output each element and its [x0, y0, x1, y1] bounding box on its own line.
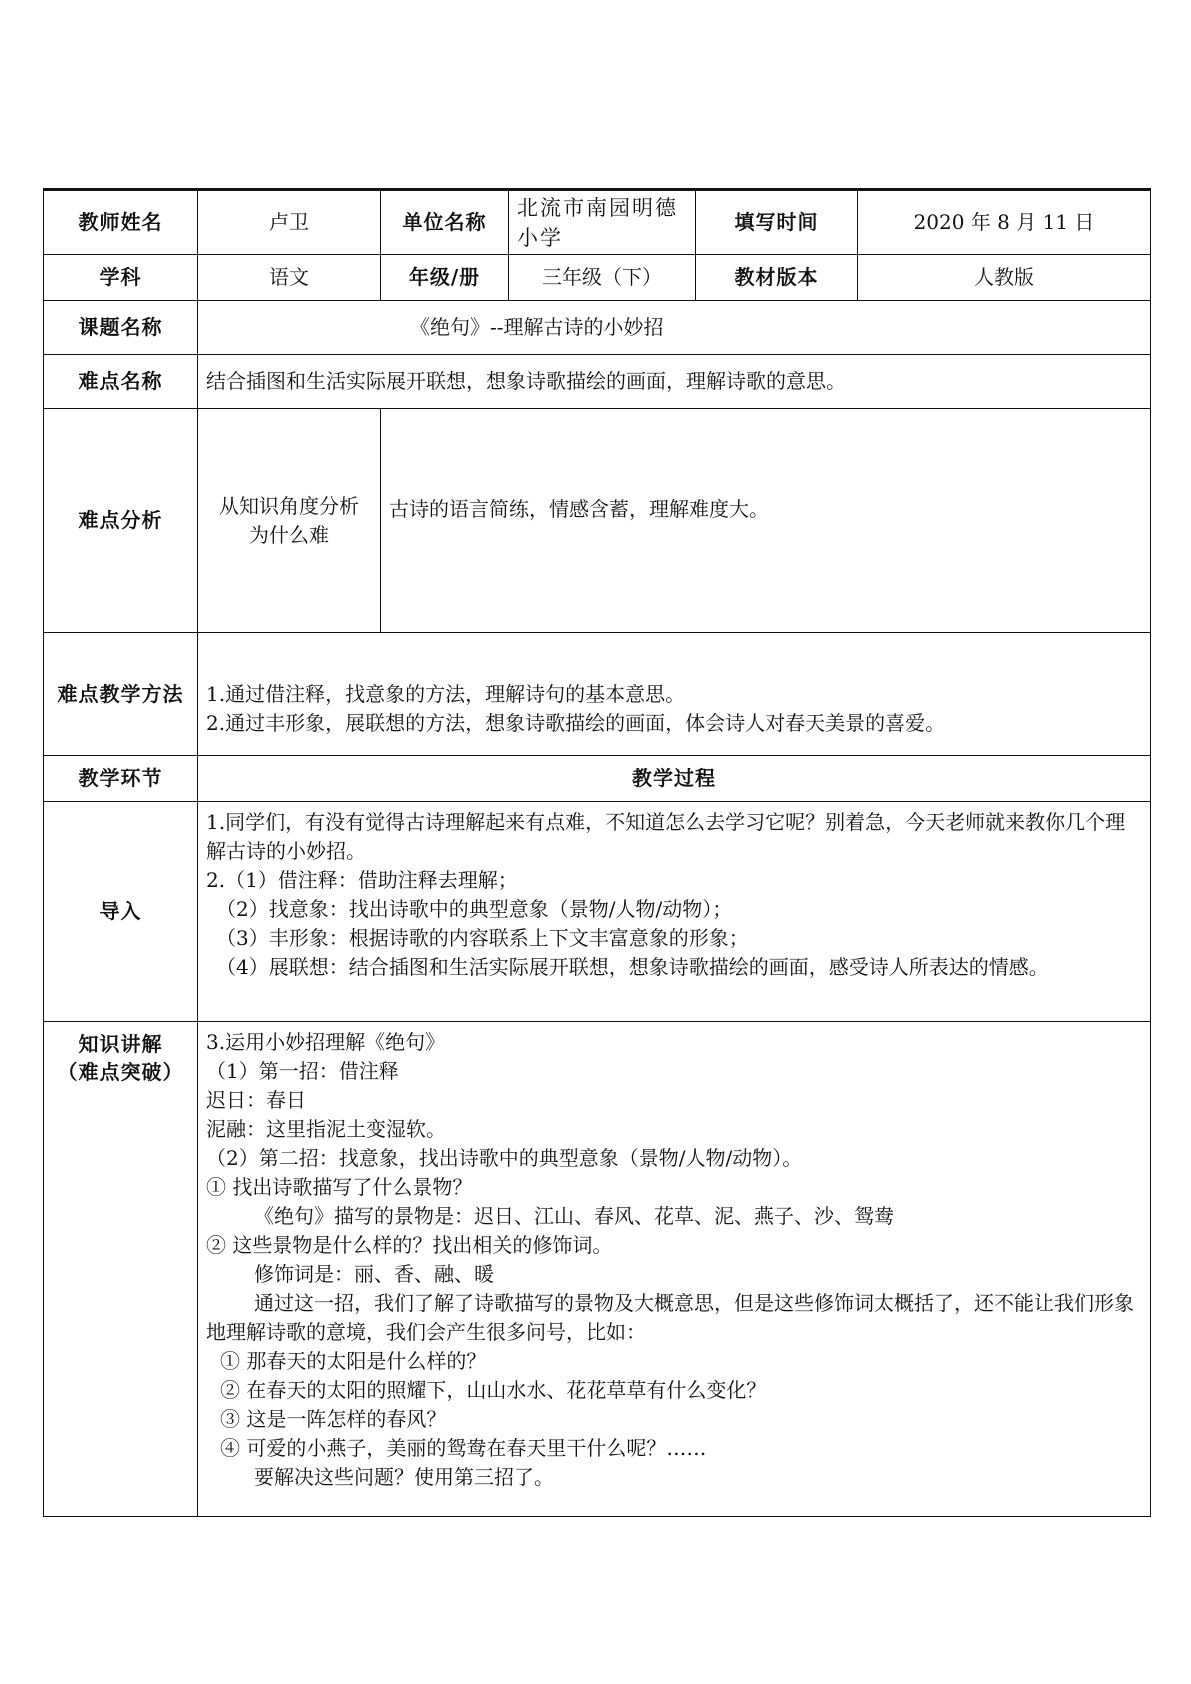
knowledge-line-3: 迟日：春日 [206, 1088, 306, 1112]
knowledge-row [44, 1022, 1151, 1517]
knowledge-line-6: ① 找出诗歌描写了什么景物？ [206, 1175, 473, 1199]
topic-row [44, 301, 1151, 355]
method-line-1: 1.通过借注释，找意象的方法，理解诗句的基本意思。 [206, 682, 686, 706]
intro-label: 导入 [44, 802, 198, 1022]
header-row-1 [44, 190, 1151, 255]
knowledge-line-12: ② 在春天的太阳的照耀下，山山水水、花花草草有什么变化？ [220, 1378, 767, 1402]
teacher-label: 教师姓名 [44, 190, 198, 255]
grade-value: 三年级（下） [509, 255, 696, 301]
edition-value: 人教版 [858, 255, 1151, 301]
difficulty-row [44, 355, 1151, 409]
method-line-2: 2.通过丰形象，展联想的方法，想象诗歌描绘的画面，体会诗人对春天美景的喜爱。 [206, 711, 946, 735]
analysis-sub-label: 从知识角度分析为什么难 [198, 409, 381, 633]
intro-line-2: 2.（1）借注释：借助注释去理解； [206, 868, 518, 892]
knowledge-line-7: 《绝句》描写的景物是：迟日、江山、春风、花草、泥、燕子、沙、鸳鸯 [254, 1204, 894, 1228]
date-label: 填写时间 [696, 190, 858, 255]
knowledge-label-line-2: （难点突破） [57, 1060, 184, 1084]
analysis-label: 难点分析 [44, 409, 198, 633]
knowledge-line-2: （1）第一招：借注释 [206, 1059, 399, 1083]
knowledge-line-8: ② 这些景物是什么样的？找出相关的修饰词。 [206, 1233, 613, 1257]
teacher-value: 卢卫 [198, 190, 381, 255]
knowledge-label-line-1: 知识讲解 [78, 1032, 163, 1056]
subject-value: 语文 [198, 255, 381, 301]
knowledge-line-9: 修饰词是：丽、香、融、暖 [254, 1262, 494, 1286]
knowledge-label [44, 1022, 198, 1517]
intro-line-1: 1.同学们，有没有觉得古诗理解起来有点难，不知道怎么去学习它呢？别着急，今天老师就来教你几个理解古诗的小妙招。 [206, 810, 1126, 863]
knowledge-line-5: （2）第二招：找意象，找出诗歌中的典型意象（景物/人物/动物）。 [206, 1146, 803, 1170]
unit-value: 北流市南园明德小学 [509, 190, 696, 255]
analysis-value: 古诗的语言简练，情感含蓄，理解难度大。 [381, 409, 1151, 633]
intro-line-4: （3）丰形象：根据诗歌的内容联系上下文丰富意象的形象； [216, 926, 749, 950]
knowledge-line-13: ③ 这是一阵怎样的春风？ [220, 1407, 447, 1431]
subject-label: 学科 [44, 255, 198, 301]
grade-label: 年级/册 [381, 255, 509, 301]
topic-value: 《绝句》--理解古诗的小妙招 [198, 301, 1151, 355]
intro-line-3: （2）找意象：找出诗歌中的典型意象（景物/人物/动物）； [216, 897, 733, 921]
stage-label: 教学环节 [44, 756, 198, 802]
analysis-row [44, 409, 1151, 633]
intro-line-5: （4）展联想：结合插图和生活实际展开联想，想象诗歌描绘的画面，感受诗人所表达的情感。 [216, 955, 1049, 979]
topic-label: 课题名称 [44, 301, 198, 355]
unit-label: 单位名称 [381, 190, 509, 255]
intro-row [44, 802, 1151, 1022]
intro-content [198, 802, 1151, 1022]
knowledge-content [198, 1022, 1151, 1517]
knowledge-line-15: 要解决这些问题？使用第三招了。 [254, 1465, 554, 1489]
edition-label: 教材版本 [696, 255, 858, 301]
difficulty-value: 结合插图和生活实际展开联想，想象诗歌描绘的画面，理解诗歌的意思。 [198, 355, 1151, 409]
knowledge-line-4: 泥融：这里指泥土变湿软。 [206, 1117, 446, 1141]
knowledge-line-11: ① 那春天的太阳是什么样的？ [220, 1349, 487, 1373]
knowledge-line-14: ④ 可爱的小燕子，美丽的鸳鸯在春天里干什么呢？…… [220, 1436, 707, 1460]
method-row [44, 633, 1151, 756]
knowledge-line-1: 3.运用小妙招理解《绝句》 [206, 1030, 446, 1054]
method-label: 难点教学方法 [44, 633, 198, 756]
knowledge-line-10: 通过这一招，我们了解了诗歌描写的景物及大概意思，但是这些修饰词太概括了，还不能让我们形象地理解诗歌的意境，我们会产生很多问号，比如： [206, 1291, 1134, 1344]
method-content [198, 633, 1151, 756]
header-row-2 [44, 255, 1151, 301]
difficulty-label: 难点名称 [44, 355, 198, 409]
process-header-row [44, 756, 1151, 802]
lesson-plan-table [43, 188, 1151, 1517]
process-label: 教学过程 [198, 756, 1151, 802]
date-value: 2020 年 8 月 11 日 [858, 190, 1151, 255]
